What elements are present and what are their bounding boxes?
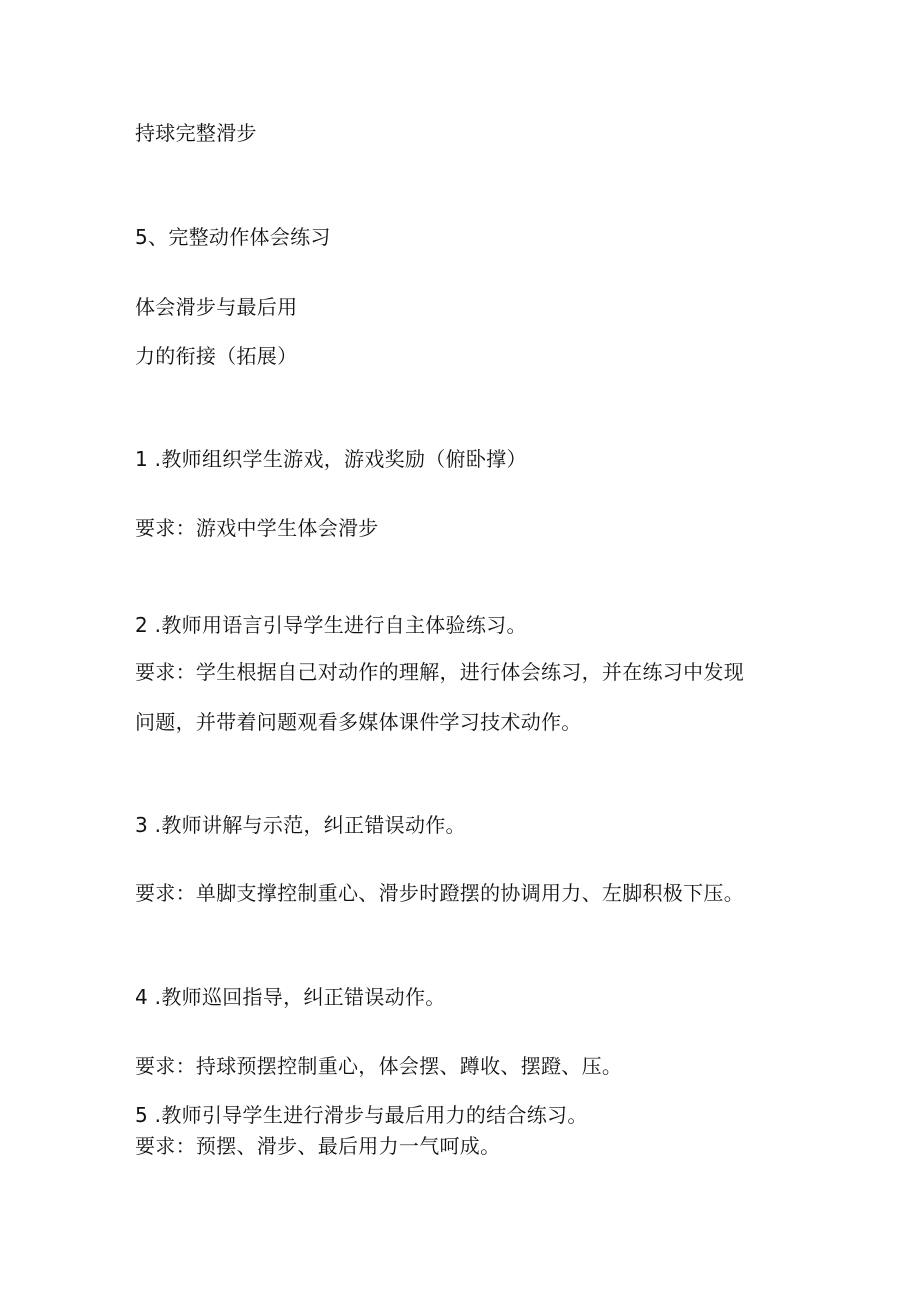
requirement-line: 要求：学生根据自己对动作的理解，进行体会练习，并在练习中发现 bbox=[135, 660, 744, 684]
list-item-1: 1 .教师组织学生游戏，游戏奖励（俯卧撑） bbox=[135, 447, 527, 471]
requirement-line: 要求：单脚支撑控制重心、滑步时蹬摆的协调用力、左脚积极下压。 bbox=[135, 881, 744, 905]
text-line-title: 持球完整滑步 bbox=[135, 121, 257, 145]
text-line: 力的衔接（拓展） bbox=[135, 344, 298, 368]
requirement-line: 要求：游戏中学生体会滑步 bbox=[135, 516, 379, 540]
list-item-3: 3 .教师讲解与示范，纠正错误动作。 bbox=[135, 813, 466, 837]
list-item-4: 4 .教师巡回指导，纠正错误动作。 bbox=[135, 985, 446, 1009]
list-item-5: 5 .教师引导学生进行滑步与最后用力的结合练习。 bbox=[135, 1103, 588, 1127]
text-line: 体会滑步与最后用 bbox=[135, 295, 298, 319]
requirement-line: 要求：预摆、滑步、最后用力一气呵成。 bbox=[135, 1134, 501, 1158]
section-heading: 5、完整动作体会练习 bbox=[135, 225, 331, 249]
text-line: 问题，并带着问题观看多媒体课件学习技术动作。 bbox=[135, 710, 582, 734]
list-item-2: 2 .教师用语言引导学生进行自主体验练习。 bbox=[135, 613, 527, 637]
requirement-line: 要求：持球预摆控制重心，体会摆、蹲收、摆蹬、压。 bbox=[135, 1054, 623, 1078]
